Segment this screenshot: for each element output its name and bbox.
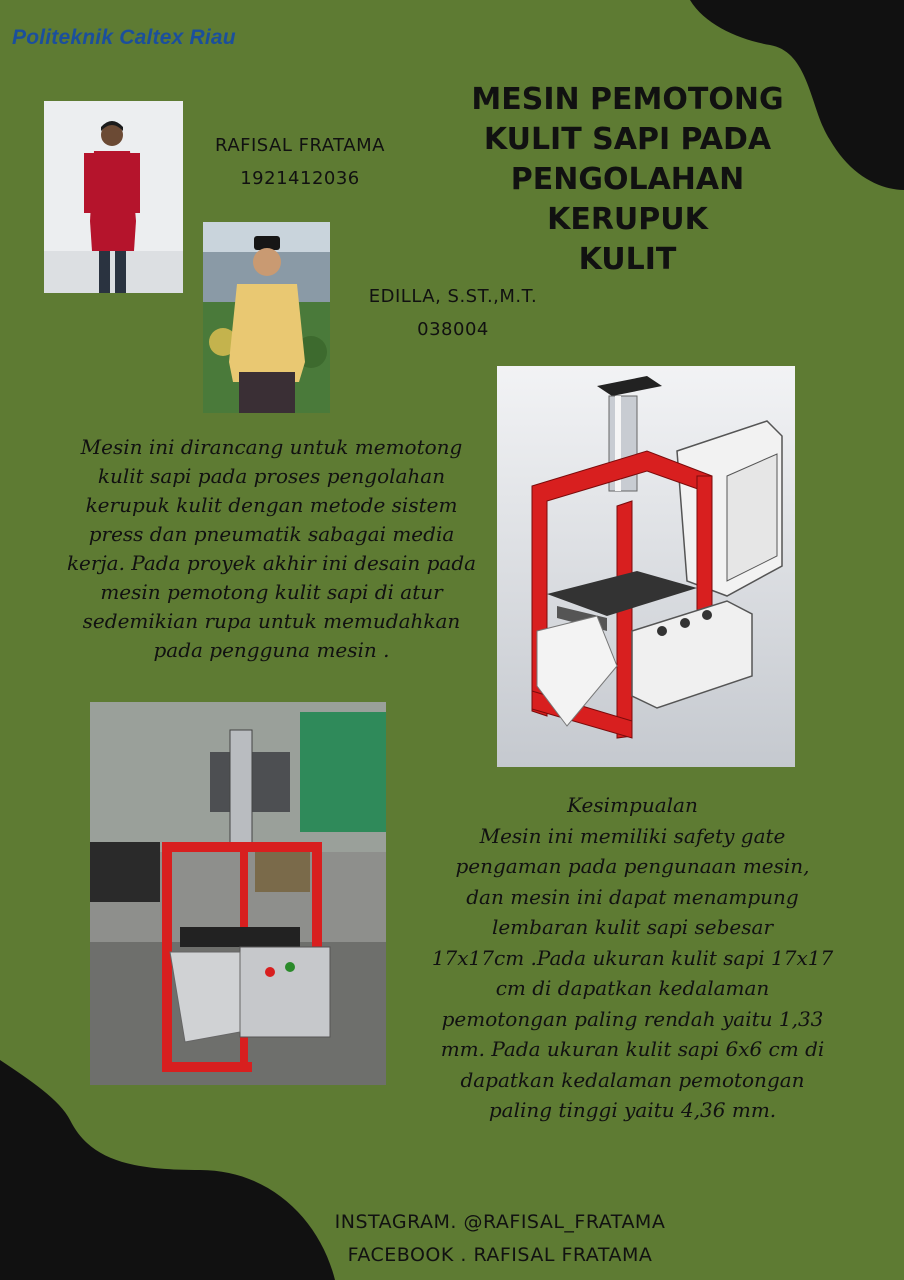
description-text (44, 433, 499, 665)
description-line: mesin pemotong kulit sapi di atur (100, 580, 443, 604)
institution-logo: Politeknik Caltex Riau (12, 26, 236, 49)
conclusion-line: dan mesin ini dapat menampung (466, 884, 799, 909)
advisor-id: 038004 (417, 319, 489, 340)
description-line: kulit sapi pada proses pengolahan (97, 464, 446, 488)
description-line: kerupuk kulit dengan metode sistem (85, 493, 458, 517)
conclusion-line: mm. Pada ukuran kulit sapi 6x6 cm di (440, 1037, 825, 1061)
advisor-info (333, 280, 573, 346)
machine-photo (90, 702, 386, 1085)
conclusion-line: cm di dapatkan kedalaman (495, 976, 770, 1000)
student-info (180, 129, 420, 195)
conclusion-line: dapatkan kedalaman pemotongan (460, 1067, 805, 1092)
description-line: press dan pneumatik sabagai media (88, 522, 455, 546)
page-title (440, 80, 815, 280)
facebook-handle: FACEBOOK . RAFISAL FRATAMA (347, 1244, 653, 1266)
conclusion-heading: Kesimpualan (567, 793, 698, 817)
instagram-handle: INSTAGRAM. @RAFISAL_FRATAMA (334, 1211, 666, 1233)
conclusion-line: pengaman pada pengunaan mesin, (455, 854, 810, 878)
conclusion-line: lembaran kulit sapi sebesar (491, 915, 774, 939)
student-photo (44, 101, 183, 293)
conclusion-line: pemotongan paling rendah yaitu 1,33 (441, 1006, 824, 1031)
conclusion-line: Mesin ini memiliki safety gate (479, 823, 786, 848)
conclusion-line: paling tinggi yaitu 4,36 mm. (488, 1098, 777, 1122)
title-line: PENGOLAHAN (510, 162, 745, 197)
title-line: MESIN PEMOTONG (471, 82, 784, 117)
title-line: KULIT (578, 242, 677, 277)
student-id: 1921412036 (240, 168, 360, 189)
conclusion-line: 17x17cm .Pada ukuran kulit sapi 17x17 (431, 945, 834, 970)
advisor-photo (203, 222, 330, 413)
conclusion-text (405, 790, 860, 1126)
machine-cad-render (497, 366, 795, 767)
description-line: kerja. Pada proyek akhir ini desain pada (66, 551, 477, 575)
title-line: KERUPUK (547, 202, 708, 237)
description-line: sedemikian rupa untuk memudahkan (82, 609, 461, 633)
student-name: RAFISAL FRATAMA (215, 135, 385, 156)
description-line: Mesin ini dirancang untuk memotong (80, 435, 463, 459)
description-line: pada pengguna mesin . (153, 638, 390, 662)
advisor-name: EDILLA, S.ST.,M.T. (368, 286, 538, 307)
title-line: KULIT SAPI PADA (483, 122, 772, 157)
